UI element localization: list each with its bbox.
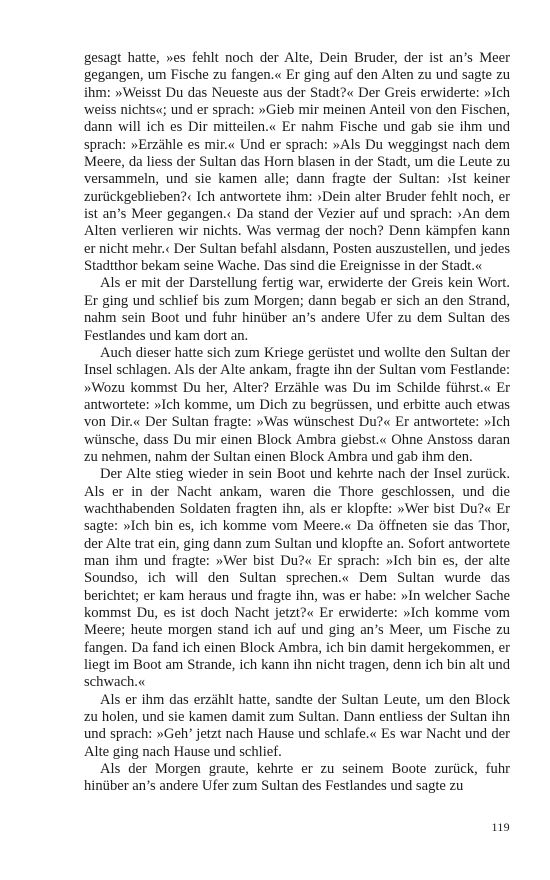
page-number: 119 xyxy=(491,820,510,834)
paragraph-2: Als er mit der Darstellung fertig war, erwiderte der Greis kein Wort. Er ging und schlief bis zum Morgen; dann begab er sich an den Strand, nahm sein Boot und fuhr hinüber an’s andere Ufer zu dem Sultan des Festlandes und kam dort an. xyxy=(84,275,510,344)
paragraph-6: Als der Morgen graute, kehrte er zu seinem Boote zurück, fuhr hinüber an’s andere Ufer zum Sultan des Festlandes und sagte zu xyxy=(84,761,510,795)
paragraph-3: Auch dieser hatte sich zum Kriege gerüstet und wollte den Sultan der Insel schlagen. Als der Alte ankam, fragte ihn der Sultan vom Festlande: »Wozu kommst Du her, Alter? Erzähle was Du im Schilde führst.« Er antwortete: »Ich komme, um Dich zu begrüssen, und erbitte auch etwas von Dir.« Der Sultan fragte: »Was wünschest Du?« Er antwortete: »Ich wünsche, dass Du mir einen Block Ambra giebst.« Ohne Anstoss daran zu nehmen, nahm der Sultan einen Block Ambra und gab ihm den. xyxy=(84,344,510,465)
page-body xyxy=(84,50,510,796)
paragraph-1: gesagt hatte, »es fehlt noch der Alte, Dein Bruder, der ist an’s Meer gegangen, um Fische zu fangen.« Er ging auf den Alten zu und sagte zu ihm: »Weisst Du das Neueste aus der Stadt?« Der Greis erwiderte: »Ich weiss nichts«; und er sprach: »Gieb mir meinen Anteil von den Fischen, dann will ich es Dir mitteilen.« Er nahm Fische und gab sie ihm und sprach: »Erzähle es mir.« Und er sprach: »Als Du weggingst nach dem Meere, da liess der Sultan das Horn blasen in der Stadt, um die Leute zu versammeln, und sie kamen alle; dann fragte der Sultan: ›Ist keiner zurückgeblieben?‹ Ich antwortete ihm: ›Dein alter Bruder fehlt noch, er ist an’s Meer gegangen.‹ Da stand der Vezier auf und sprach: ›An dem Alten verlieren wir nichts. Was vermag der noch? Denn kämpfen kann er nicht mehr.‹ Der Sultan befahl alsdann, Posten auszustellen, und jedes Stadtthor bekam seine Wache. Das sind die Ereignisse in der Stadt.« xyxy=(84,50,510,275)
paragraph-4: Der Alte stieg wieder in sein Boot und kehrte nach der Insel zurück. Als er in der Nacht ankam, waren die Thore geschlossen, und die wachthabenden Soldaten fragten ihn, als er klopfte: »Wer bist Du?« Er sagte: »Ich bin es, ich komme vom Meere.« Da öffneten sie das Thor, der Alte trat ein, ging dann zum Sultan und klopfte an. Sofort antwortete man ihm und fragte: »Wer bist Du?« Er sprach: »Ich bin es, der alte Soundso, ich will den Sultan sprechen.« Dem Sultan wurde das berichtet; er kam heraus und fragte ihn, was er habe: »In welcher Sache kommst Du, es ist doch Nacht jetzt?« Er erwiderte: »Ich komme vom Meere; heute morgen stand ich auf und ging an’s Meer, um Fische zu fangen. Da fand ich einen Block Ambra, ich bin damit hergekommen, er liegt im Boot am Strande, ich kann ihn nicht tragen, denn ich bin alt und schwach.« xyxy=(84,466,510,691)
paragraph-5: Als er ihm das erzählt hatte, sandte der Sultan Leute, um den Block zu holen, und sie kamen damit zum Sultan. Dann entliess der Sultan ihn und sprach: »Geh’ jetzt nach Hause und schlafe.« Es war Nacht und der Alte ging nach Hause und schlief. xyxy=(84,691,510,760)
